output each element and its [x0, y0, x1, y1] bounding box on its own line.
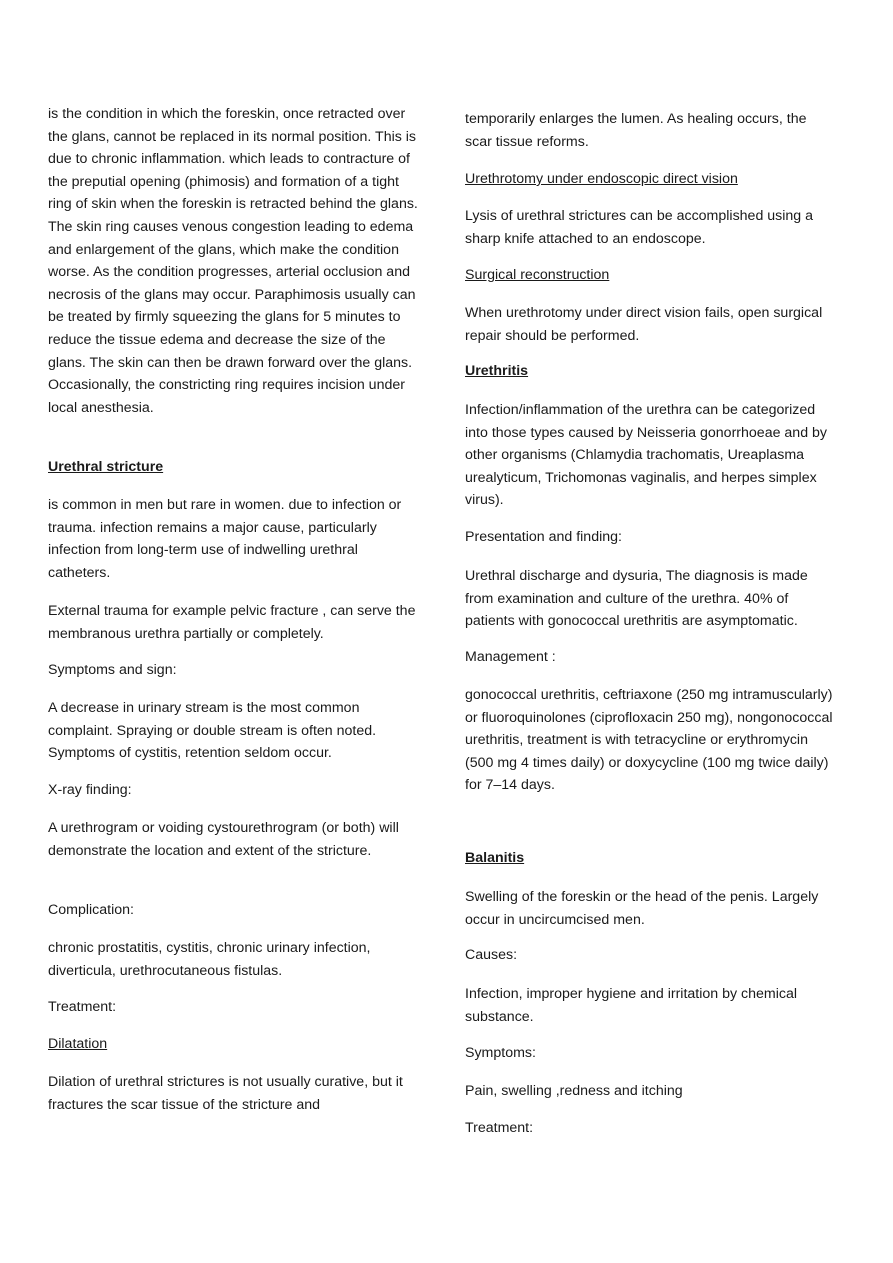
- balanitis-heading: Balanitis: [465, 850, 525, 866]
- urethrotomy-text: Lysis of urethral strictures can be accomplished using a sharp knife attached to an endoscope.: [465, 208, 814, 247]
- paraphimosis-paragraph: is the condition in which the foreskin, once retracted over the glans, cannot be replaced in its normal position. This is due to chronic inflammation. which leads to contracture of the preputial opening (phimosis) and formation of a tight ring of skin when the foreskin is retracted behind the glans. The skin ring causes venous congestion leading to edema and enlargement of the glans, which make the condition worse. As the condition progresses, arterial occlusion and necrosis of the glans may occur. Paraphimosis usually can be treated by firmly squeezing the glans for 5 minutes to reduce the tissue edema and decrease the size of the glans. The skin can then be drawn forward over the glans. Occasionally, the constricting ring requires incision under local anesthesia.: [48, 106, 418, 416]
- symptoms-label: Symptoms and sign:: [48, 662, 177, 678]
- management-label: Management :: [465, 649, 556, 665]
- balanitis-text: Swelling of the foreskin or the head of the penis. Largely occur in uncircumcised men.: [465, 889, 819, 928]
- xray-label: X-ray finding:: [48, 782, 132, 798]
- complication-label: Complication:: [48, 902, 134, 918]
- symptoms-text: A decrease in urinary stream is the most common complaint. Spraying or double stream is often noted. Symptoms of cystitis, retention seldom occur.: [48, 700, 377, 762]
- management-text: gonococcal urethritis, ceftriaxone (250 mg intramuscularly) or fluoroquinolones (ciprofloxacin 250 mg), nongonococcal urethritis, treatment is with tetracycline or erythromycin (500 mg 4 times daily) or doxycycline (100 mg twice daily) for 7–14 days.: [465, 687, 833, 794]
- urethrotomy-heading: Urethrotomy under endoscopic direct vision: [465, 171, 738, 187]
- surgical-text: When urethrotomy under direct vision fails, open surgical repair should be performed.: [465, 305, 823, 344]
- urethritis-heading: Urethritis: [465, 363, 529, 379]
- complication-text: chronic prostatitis, cystitis, chronic urinary infection, diverticula, urethrocutaneous fistulas.: [48, 940, 371, 979]
- balanitis-treatment-label: Treatment:: [465, 1120, 534, 1136]
- balanitis-symptoms-label: Symptoms:: [465, 1045, 536, 1061]
- urethral-stricture-heading: Urethral stricture: [48, 459, 164, 475]
- xray-text: A urethrogram or voiding cystourethrogram (or both) will demonstrate the location and extent of the stricture.: [48, 820, 399, 859]
- presentation-text: Urethral discharge and dysuria, The diagnosis is made from examination and culture of the urethra. 40% of patients with gonococcal urethritis are asymptomatic.: [465, 568, 808, 630]
- stricture-paragraph-1: is common in men but rare in women. due to infection or trauma. infection remains a major cause, particularly infection from long-term use of indwelling urethral catheters.: [48, 497, 402, 581]
- surgical-reconstruction-heading: Surgical reconstruction: [465, 267, 610, 283]
- stricture-paragraph-2: External trauma for example pelvic fracture , can serve the membranous urethra partially or completely.: [48, 603, 416, 642]
- presentation-label: Presentation and finding:: [465, 529, 622, 545]
- dilatation-text: Dilation of urethral strictures is not usually curative, but it fractures the scar tissue of the stricture and: [48, 1074, 403, 1113]
- causes-text: Infection, improper hygiene and irritation by chemical substance.: [465, 986, 797, 1025]
- continuation-text: temporarily enlarges the lumen. As healing occurs, the scar tissue reforms.: [465, 111, 807, 150]
- treatment-label: Treatment:: [48, 999, 117, 1015]
- dilatation-heading: Dilatation: [48, 1036, 108, 1052]
- balanitis-symptoms-text: Pain, swelling ,redness and itching: [465, 1083, 683, 1099]
- urethritis-text: Infection/inflammation of the urethra can be categorized into those types caused by Neisseria gonorrhoeae and by other organisms (Chlamydia trachomatis, Ureaplasma urealyticum, Trichomonas vaginalis, and herpes simplex virus).: [465, 402, 828, 509]
- causes-label: Causes:: [465, 947, 518, 963]
